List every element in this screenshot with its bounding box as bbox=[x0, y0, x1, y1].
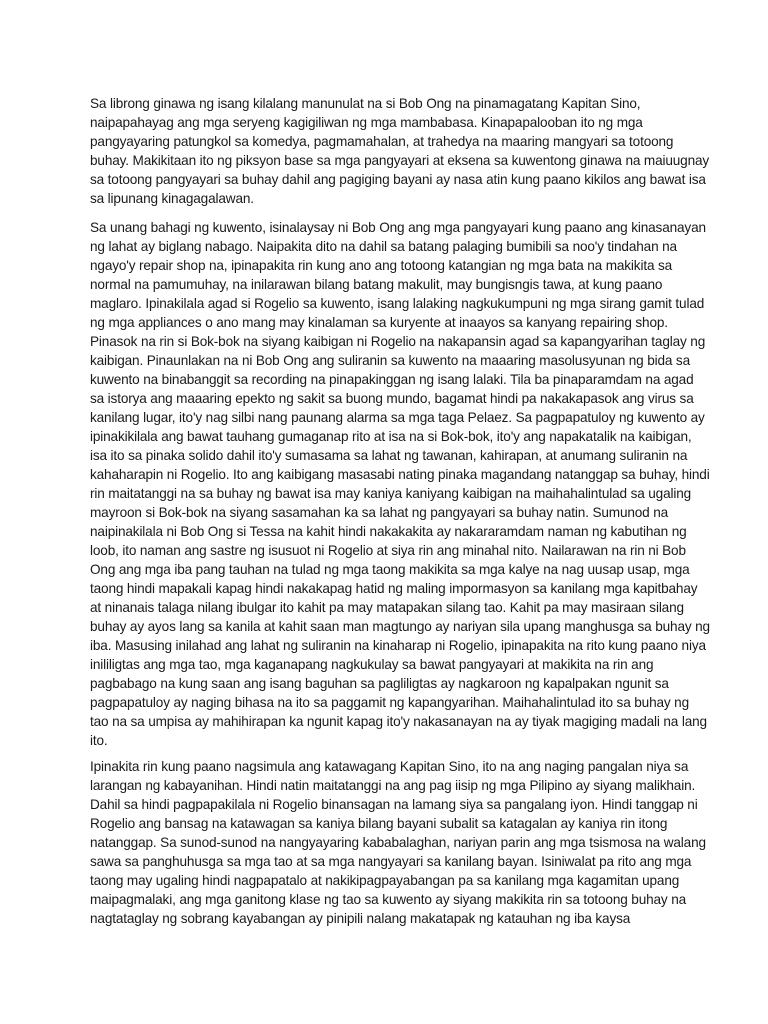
text-line: Sa unang bahagi ng kuwento, isinalaysay ni Bob Ong ang mga pangyayari kung paano ang kinasanayan bbox=[90, 220, 706, 235]
text-line: nagtataglay ng sobrang kayabangan ay pinipili nalang makatapak ng katauhan ng iba kaysa bbox=[90, 911, 631, 926]
text-line: ng lahat ay biglang nabago. Naipakita dito na dahil sa batang palaging bumibili sa noo'y tindahan na bbox=[90, 239, 677, 254]
text-line: ng mga appliances o ano mang may kinalaman sa kuryente at inaayos sa kanyang repairing shop. bbox=[90, 315, 668, 330]
text-line: sa totoong pangyayari sa buhay dahil ang pagiging bayani ay nasa atin kung paano kikilos ang bawat isa bbox=[90, 172, 706, 187]
text-line: Ong ang mga iba pang tauhan na tulad ng mga taong makikita sa mga kalye na nag uusap usap, mga bbox=[90, 562, 690, 577]
text-line: pangyayaring patungkol sa komedya, pagmamahalan, at trahedya na maaring mangyari sa totoong bbox=[90, 134, 674, 149]
paragraph-summary bbox=[90, 218, 710, 750]
text-line: Pinasok na rin si Bok-bok na siyang kaibigan ni Rogelio na nakapansin agad sa kapangyarihan taglay ng bbox=[90, 334, 706, 349]
text-line: buhay ay ayos lang sa kanila at kahit saan man magtungo ay nariyan sila upang manghusga sa buhay ng bbox=[90, 619, 710, 634]
paragraph-kapitan-sino bbox=[90, 757, 706, 928]
text-line: Ipinakita rin kung paano nagsimula ang katawagang Kapitan Sino, ito na ang naging pangalan niya sa bbox=[90, 759, 689, 774]
text-line: kuwento na binabanggit sa recording na pinapakinggan ng isang lalaki. Tila ba pinaparamdam na agad bbox=[90, 372, 694, 387]
text-line: at ninanais talaga nilang ibulgar ito kahit pa may matapakan silang tao. Kahit pa may masiraan silang bbox=[90, 600, 684, 615]
text-line: natanggap. Sa sunod-sunod na nangyayaring kababalaghan, nariyan parin ang mga tsismosa na walang bbox=[90, 835, 706, 850]
text-line: kahaharapin ni Rogelio. Ito ang kaibigang masasabi nating pinaka magandang natanggap sa buhay, hindi bbox=[90, 467, 710, 482]
text-line: kaibigan. Pinaunlakan na ni Bob Ong ang suliranin sa kuwento na maaaring masolusyunan ng bida sa bbox=[90, 353, 690, 368]
text-line: Sa librong ginawa ng isang kilalang manunulat na si Bob Ong na pinamagatang Kapitan Sino, bbox=[90, 96, 641, 111]
text-line: larangan ng kabayanihan. Hindi natin maitatanggi na ang pag iisip ng mga Pilipino ay siyang malikhain. bbox=[90, 778, 696, 793]
text-line: pagbabago na kung saan ang isang baguhan sa pagliligtas ay nagkaroon ng kapalpakan ngunit sa bbox=[90, 676, 669, 691]
text-line: naipapahayag ang mga seryeng kagigiliwan ng mga mambabasa. Kinapapalooban ito ng mga bbox=[90, 115, 643, 130]
text-line: ipinakikilala ang bawat tauhang gumaganap rito at isa na si Bok-bok, ito'y ang napakatalik na kaibigan, bbox=[90, 429, 692, 444]
text-line: rin maitatanggi na sa buhay ng bawat isa may kaniya kaniyang kaibigan na maihahalintulad sa ugaling bbox=[90, 486, 692, 501]
text-line: pagpapatuloy ay naging bihasa na ito sa paggamit ng kapangyarihan. Maihahalintulad ito sa buhay ng bbox=[90, 695, 689, 710]
text-line: taong hindi mapakali kapag hindi nakakapag hatid ng maling impormasyon sa kanilang mga kapitbahay bbox=[90, 581, 698, 596]
text-line: kanilang lugar, ito'y nag silbi nang paunang alarma sa mga taga Pelaez. Sa pagpapatuloy ng kuwento ay bbox=[90, 410, 705, 425]
text-line: maipagmalaki, ang mga ganitong klase ng tao sa kuwento ay siyang makikita rin sa totoong buhay na bbox=[90, 892, 687, 907]
text-line: sa lipunang kinagagalawan. bbox=[90, 191, 254, 206]
text-line: Dahil sa hindi pagpapakilala ni Rogelio binansagan na lamang siya sa pangalang iyon. Hindi tanggap ni bbox=[90, 797, 698, 812]
text-line: buhay. Makikitaan ito ng piksyon base sa mga pangyayari at eksena sa kuwentong ginawa na maiuugnay bbox=[90, 153, 710, 168]
text-line: naipinakilala ni Bob Ong si Tessa na kahit hindi nakakakita ay nakararamdam naman ng kabutihan ng bbox=[90, 524, 687, 539]
text-line: taong may ugaling hindi nagpapatalo at nakikipagpayabangan pa sa kanilang mga kagamitan upang bbox=[90, 873, 680, 888]
text-line: maglaro. Ipinakilala agad si Rogelio sa kuwento, isang lalaking nagkukumpuni ng mga sirang gamit tulad bbox=[90, 296, 705, 311]
text-line: normal na pamumuhay, na inilarawan bilang batang makulit, may bungisngis tawa, at kung paano bbox=[90, 277, 663, 292]
paragraph-intro bbox=[90, 94, 710, 208]
text-line: ngayo'y repair shop na, ipinapakita rin kung ano ang totoong katangian ng mga bata na makikita sa bbox=[90, 258, 673, 273]
text-line: ito. bbox=[90, 733, 108, 748]
text-line: loob, ito naman ang sastre ng isusuot ni Rogelio at siya rin ang minahal nito. Nailarawan na rin ni Bob bbox=[90, 543, 686, 558]
text-line: Rogelio ang bansag na katawagan sa kaniya bilang bayani subalit sa katagalan ay kaniya rin itong bbox=[90, 816, 668, 831]
text-line: inililigtas ang mga tao, mga kaganapang nagkukulay sa bawat pangyayari at makikita na rin ang bbox=[90, 657, 654, 672]
text-line: tao na sa umpisa ay mahihirapan ka ngunit kapag ito'y nakasanayan na ay tiyak magiging madali na lang bbox=[90, 714, 707, 729]
text-line: sawa sa panghuhusga sa mga tao at sa mga nangyayari sa kanilang bayan. Isiniwalat pa rito ang mga bbox=[90, 854, 692, 869]
text-line: iba. Masusing inilahad ang lahat ng suliranin na kinaharap ni Rogelio, ipinapakita na rito kung paano niya bbox=[90, 638, 706, 653]
text-line: isa ito sa pinaka solido dahil ito'y sumasama sa lahat ng tawanan, kahirapan, at anumang suliranin na bbox=[90, 448, 688, 463]
text-line: mayroon si Bok-bok na siyang sasamahan ka sa lahat ng pangyayari sa buhay natin. Sumunod na bbox=[90, 505, 669, 520]
text-line: sa istorya ang maaaring epekto ng sakit sa buong mundo, bagamat hindi pa nakakapasok ang virus sa bbox=[90, 391, 694, 406]
